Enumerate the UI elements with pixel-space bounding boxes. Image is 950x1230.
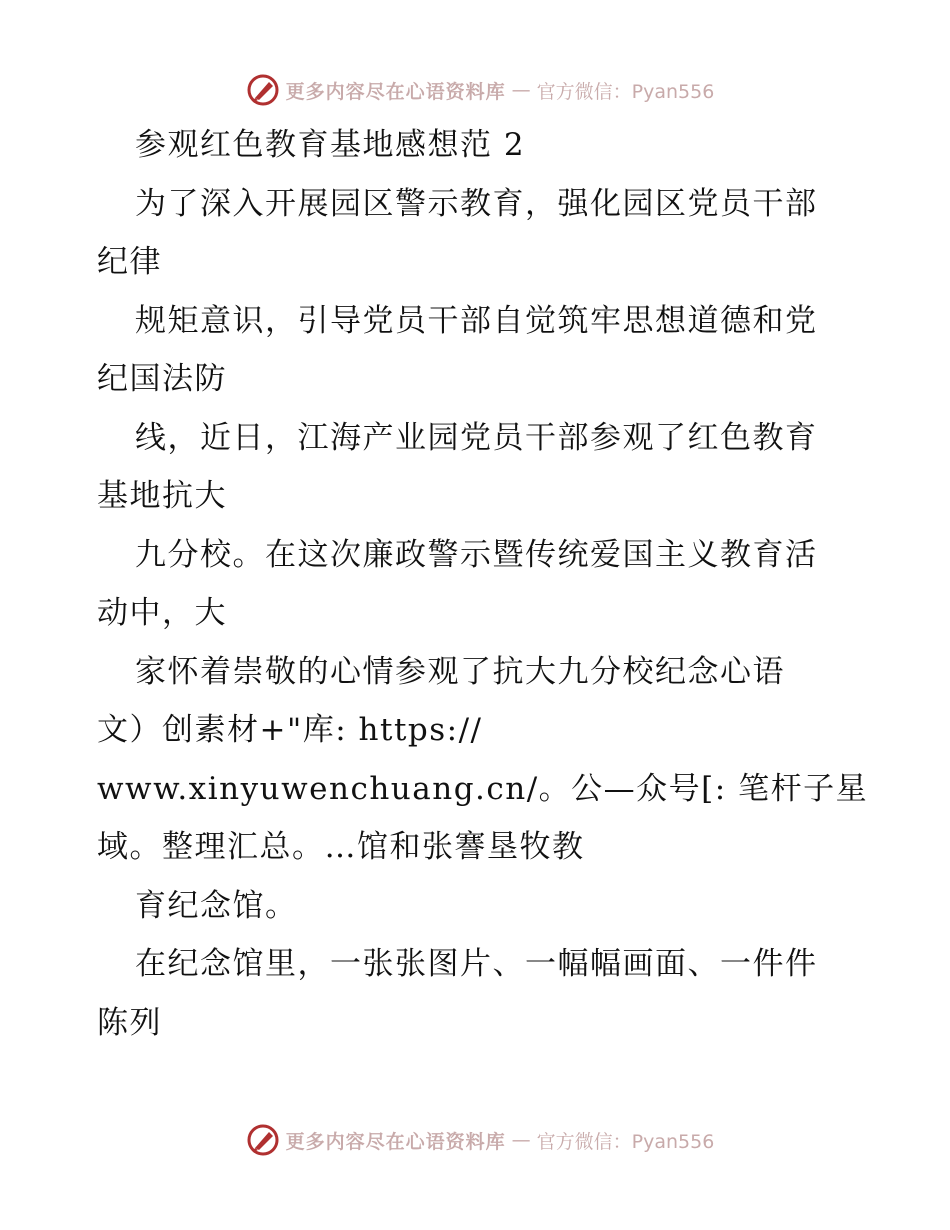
- watermark-group: [246, 73, 715, 107]
- pen-logo-icon: [246, 73, 280, 107]
- text-line: 动中，大: [97, 595, 227, 631]
- text-line: 文）创素材+"库: https://: [97, 712, 483, 748]
- watermark-wechat-text: 官方微信：Pyan556: [536, 80, 715, 103]
- text-line: 家怀着崇敬的心情参观了抗大九分校纪念心语: [135, 653, 785, 690]
- watermark-group: [246, 1123, 715, 1157]
- text-line: 规矩意识，引导党员干部自觉筑牢思想道德和党: [135, 302, 818, 339]
- footer-watermark: [0, 1120, 950, 1160]
- text-line: 陈列: [97, 1004, 162, 1041]
- watermark-separator: —: [511, 1129, 531, 1151]
- text-line: 线，近日，江海产业园党员干部参观了红色教育: [135, 419, 818, 456]
- document-title: 参观红色教育基地感想范 2: [135, 127, 526, 163]
- document-body: [97, 116, 869, 1052]
- text-line: 育纪念馆。: [135, 887, 298, 924]
- text-line: 基地抗大: [97, 478, 227, 514]
- text-line: 纪律: [97, 244, 162, 280]
- text-line: 九分校。在这次廉政警示暨传统爱国主义教育活: [135, 536, 818, 573]
- text-line: 纪国法防: [97, 361, 227, 397]
- watermark-site-text: 更多内容尽在心语资料库: [285, 1130, 506, 1153]
- text-line: www.xinyuwenchuang.cn/。公—众号[: 笔杆子星: [97, 770, 869, 807]
- watermark-wechat-text: 官方微信：Pyan556: [536, 1130, 715, 1153]
- text-line: 为了深入开展园区警示教育，强化园区党员干部: [135, 185, 818, 222]
- watermark-site-text: 更多内容尽在心语资料库: [285, 80, 506, 103]
- pen-logo-icon: [246, 1123, 280, 1157]
- text-line: 在纪念馆里，一张张图片、一幅幅画面、一件件: [135, 946, 818, 982]
- text-line: 域。整理汇总。…馆和张謇垦牧教: [97, 829, 585, 865]
- header-watermark: [0, 70, 950, 110]
- watermark-separator: —: [511, 79, 531, 101]
